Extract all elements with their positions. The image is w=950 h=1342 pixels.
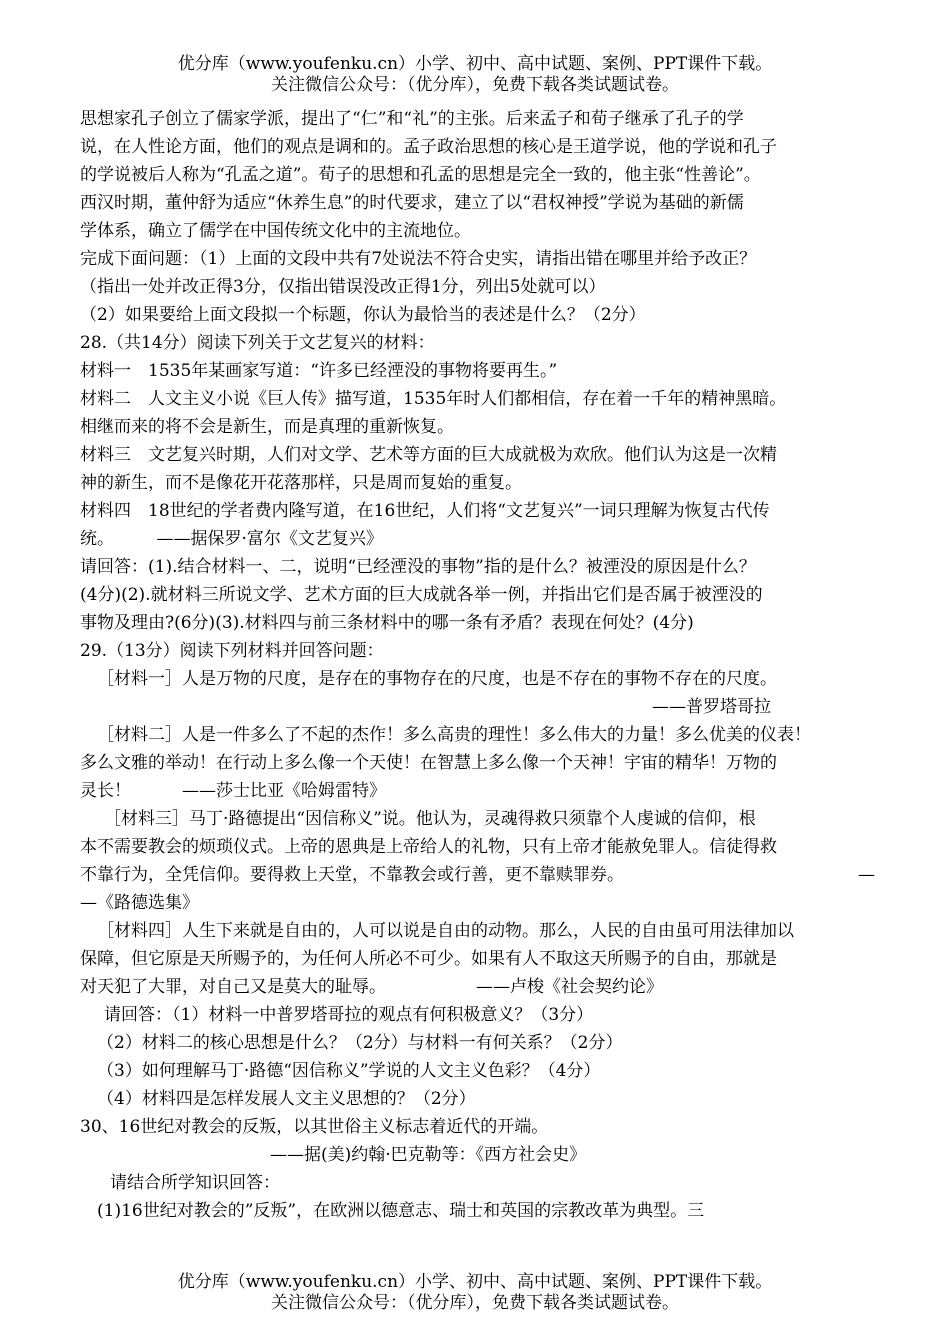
material-line: 保障，但它原是天所赐予的，为任何人所必不可少。如果有人不取这天所赐予的自由，那就是 [80,949,777,969]
question-line: （2）材料二的核心思想是什么？（2分）与材料一有何关系？（2分） [97,1033,623,1053]
question-title: 29.（13分）阅读下列材料并回答问题： [80,641,384,661]
question-28 [80,329,875,637]
passage-line: 学体系，确立了儒学在中国传统文化中的主流地位。 [80,221,471,241]
question-line: （4）材料四是怎样发展人文主义思想的？（2分） [97,1089,476,1109]
material-line: 材料二 人文主义小说《巨人传》描写道，1535年时人们都相信，存在着一千年的精神黑暗。 [80,389,787,409]
question-line: (4分)(2).就材料三所说文学、艺术方面的巨大成就各举一例，并指出它们是否属于被湮没的 [80,585,763,605]
material-line: 统。 ——据保罗·富尔《文艺复兴》 [80,529,383,549]
footer-line-2: 关注微信公众号：（优分库），免费下载各类试题试卷。 [271,1293,679,1313]
quote-source: ——据(美)约翰·巴克勒等：《西方社会史》 [270,1145,587,1165]
footer-line-1: 优分库（www.youfenku.cn）小学、初中、高中试题、案例、PPT课件下载。 [177,1272,773,1292]
header-line-1: 优分库（www.youfenku.cn）小学、初中、高中试题、案例、PPT课件下载。 [177,54,773,74]
question-line: 请结合所学知识回答： [110,1173,280,1193]
material-source: —《路德选集》 [80,893,199,913]
question-29 [80,637,875,1113]
material-source: ——卢梭《社会契约论》 [476,977,663,997]
material-line: 多么文雅的举动！在行动上多么像一个天使！在智慧上多么像一个天神！宇宙的精华！万物的 [80,753,777,773]
material-source: ——普罗塔哥拉 [652,697,771,717]
question-line: （3）如何理解马丁·路德“因信称义”学说的人文主义色彩？（4分） [97,1061,601,1081]
material-line: ［材料二］人是一件多么了不起的杰作！多么高贵的理性！多么伟大的力量！多么优美的仪表！ [97,725,811,745]
material-line [80,973,875,1001]
question-line: (1)16世纪对教会的”反叛”，在欧洲以德意志、瑞士和英国的宗教改革为典型。三 [97,1201,705,1221]
material-line [80,861,875,889]
document-body [80,105,875,1225]
passage-line: 的学说被后人称为“孔孟之道”。荀子的思想和孔孟的思想是完全一致的，他主张“性善论”。 [80,165,761,185]
question-note: （指出一处并改正得3分，仅指出错误没改正得1分，列出5处就可以） [80,277,606,297]
material-line: ［材料一］人是万物的尺度，是存在的事物存在的尺度，也是不存在的事物不存在的尺度。 [97,669,777,689]
material-dash: — [858,865,875,885]
question-line: 请回答：（1）材料一中普罗塔哥拉的观点有何积极意义？（3分） [104,1005,594,1025]
material-line: 灵长！ ——莎士比亚《哈姆雷特》 [80,781,386,801]
material-line: 材料一 1535年某画家写道：“许多已经湮没的事物将要再生。” [80,361,558,381]
question-title: 28.（共14分）阅读下列关于文艺复兴的材料： [80,333,435,353]
material-line: 本不需要教会的烦琐仪式。上帝的恩典是上帝给人的礼物，只有上帝才能赦免罪人。信徒得救 [80,837,777,857]
question-line: （2）如果要给上面文段拟一个标题，你认为最恰当的表述是什么？（2分） [80,305,646,325]
question-line: 事物及理由?(6分)(3).材料四与前三条材料中的哪一条有矛盾？表现在何处？(4分) [80,613,694,633]
question-title: 30、16世纪对教会的反叛，以其世俗主义标志着近代的开端。 [80,1117,549,1137]
question-30 [80,1113,875,1225]
page-footer [0,1272,950,1314]
question-line: 请回答：(1).结合材料一、二，说明“已经湮没的事物”指的是什么？被湮没的原因是什么？ [80,557,756,577]
material-text: 对天犯了大罪，对自己又是莫大的耻辱。 [80,977,386,997]
header-line-2: 关注微信公众号：（优分库），免费下载各类试题试卷。 [271,75,679,95]
material-line: 相继而来的将不会是新生，而是真理的重新恢复。 [80,417,454,437]
material-text: 不靠行为，全凭信仰。要得救上天堂，不靠教会或行善，更不靠赎罪券。 [80,865,624,885]
material-line: 材料三 文艺复兴时期，人们对文学、艺术等方面的巨大成就极为欢欣。他们认为这是一次精 [80,445,777,465]
material-line: ［材料三］马丁·路德提出“因信称义”说。他认为，灵魂得救只须靠个人虔诚的信仰，根 [104,809,756,829]
passage-line: 思想家孔子创立了儒家学派，提出了“仁”和“礼”的主张。后来孟子和荀子继承了孔子的学 [80,109,744,129]
material-line: 材料四 18世纪的学者费内隆写道，在16世纪，人们将“文艺复兴”一词只理解为恢复古代传 [80,501,770,521]
passage-line: 说，在人性论方面，他们的观点是调和的。孟子政治思想的核心是王道学说，他的学说和孔子 [80,137,777,157]
page-header [0,54,950,96]
passage-line: 西汉时期，董仲舒为适应“休养生息”的时代要求，建立了以“君权神授”学说为基础的新儒 [80,193,744,213]
material-line: ［材料四］人生下来就是自由的，人可以说是自由的动物。那么，人民的自由虽可用法律加以 [97,921,794,941]
question-27 [80,105,875,329]
material-line: 神的新生，而不是像花开花落那样，只是周而复始的重复。 [80,473,522,493]
question-line: 完成下面问题：（1）上面的文段中共有7处说法不符合史实，请指出错在哪里并给予改正？ [80,249,757,269]
